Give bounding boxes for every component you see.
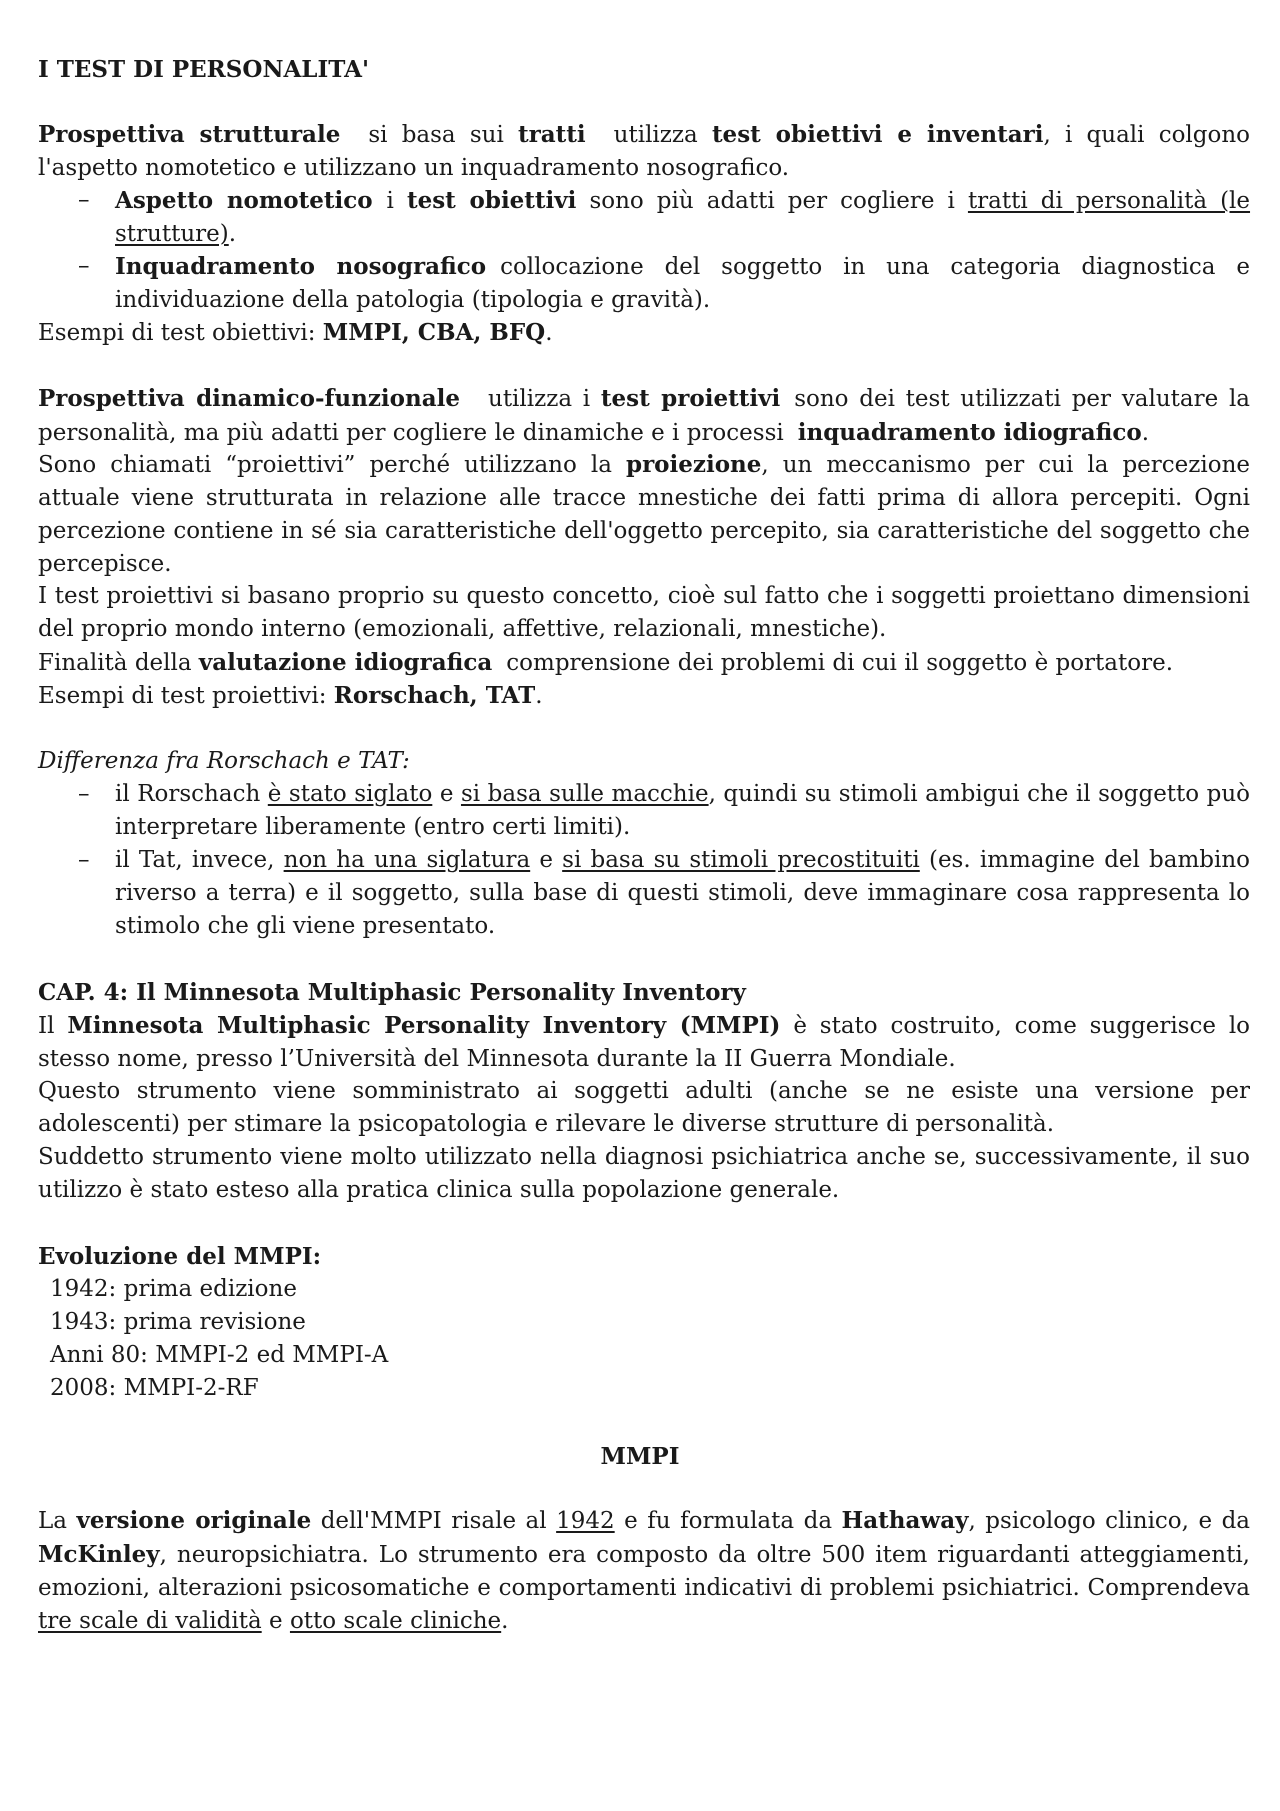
bullet-dash <box>78 844 100 877</box>
bullet-dash <box>78 250 100 283</box>
esempi-test-obiettivi: Esempi di test obiettivi: MMPI, CBA, BFQ. <box>38 319 553 346</box>
bullet-dash <box>78 184 100 217</box>
paragraph-test-proiettivi: I test proiettivi si basano proprio su questo concetto, cioè sul fatto che i soggetti proiettano dimensioni del proprio mondo interno (emozionali, affettive, relazionali, mnestiche). <box>38 583 1250 642</box>
bullet-tat: il Tat, invece, non ha una siglatura e si basa su stimoli precostituiti (es. immagine del bambino riverso a terra) e il soggetto, sulla base di questi stimoli, deve immaginare cosa rappresenta lo stimolo che gli viene presentato. <box>115 847 1251 939</box>
paragraph-proiezione: Sono chiamati “proiettivi” perché utilizzano la proiezione, un meccanismo per cui la percezione attuale viene strutturata in relazione alle tracce mnestiche dei fatti prima di allora percepiti. Ogni percezione contiene in sé sia caratteristiche dell'oggetto percepito, sia caratteristiche del soggetto che percepisce. <box>38 451 1251 577</box>
paragraph-mmpi-intro: Il Minnesota Multiphasic Personality Inventory (MMPI) è stato costruito, come suggerisce lo stesso nome, presso l’Università del Minnesota durante la II Guerra Mondiale. <box>38 1012 1251 1072</box>
heading-dinamico: Prospettiva dinamico-funzionale <box>38 385 460 412</box>
evoluzione-item: 2008: MMPI-2-RF <box>50 1375 259 1401</box>
paragraph-versione-originale: La versione originale dell'MMPI risale al 1942 e fu formulata da Hathaway, psicologo clinico, e da McKinley, neuropsichiatra. Lo strumento era composto da oltre 500 item riguardanti atteggiamenti, emozioni, alterazioni psicosomatiche e comportamenti indicativi di problemi psichiatrici. Comprendeva tre scale di validità e otto scale cliniche. <box>38 1507 1251 1634</box>
bullet-aspetto-nomotetico: Aspetto nomotetico i test obiettivi sono più adatti per cogliere i tratti di personalità (le strutture). <box>115 187 1251 247</box>
heading-strutturale: Prospettiva strutturale <box>38 121 341 148</box>
bullet-inquadramento-nosografico: Inquadramento nosografico collocazione del soggetto in una categoria diagnostica e individuazione della patologia (tipologia e gravità). <box>115 253 1251 313</box>
finalita-valutazione: Finalità della valutazione idiografica comprensione dei problemi di cui il soggetto è portatore. <box>38 649 1174 676</box>
heading-cap4: CAP. 4: Il Minnesota Multiphasic Personality Inventory <box>38 979 746 1006</box>
evoluzione-item: Anni 80: MMPI-2 ed MMPI-A <box>50 1342 389 1368</box>
paragraph-mmpi-somministrazione: Questo strumento viene somministrato ai soggetti adulti (anche se ne esiste una versione per adolescenti) per stimare la psicopatologia e rilevare le diverse strutture di personalità. <box>38 1078 1250 1137</box>
bullet-dash <box>78 778 100 811</box>
evoluzione-item: 1942: prima edizione <box>50 1276 297 1302</box>
paragraph-strutturale: Prospettiva strutturale si basa sui tratti utilizza test obiettivi e inventari, i quali colgono l'aspetto nomotetico e utilizzano un inquadramento nosografico. <box>38 121 1251 181</box>
title-text: I TEST DI PERSONALITA' <box>38 56 369 83</box>
paragraph-mmpi-diagnosi: Suddetto strumento viene molto utilizzato nella diagnosi psichiatrica anche se, successivamente, il suo utilizzo è stato esteso alla pratica clinica sulla popolazione generale. <box>38 1144 1250 1203</box>
paragraph-dinamico: Prospettiva dinamico-funzionale utilizza i test proiettivi sono dei test utilizzati per valutare la personalità, ma più adatti per cogliere le dinamiche e i processi inquadramento idiografico. <box>38 385 1251 446</box>
heading-differenza: Differenza fra Rorschach e TAT: <box>38 748 410 774</box>
bullet-rorschach: il Rorschach è stato siglato e si basa sulle macchie, quindi su stimoli ambigui che il soggetto può interpretare liberamente (entro certi limiti). <box>115 781 1251 840</box>
esempi-test-proiettivi: Esempi di test proiettivi: Rorschach, TAT. <box>38 682 543 709</box>
heading-mmpi: MMPI <box>600 1443 680 1470</box>
document-title <box>38 53 1250 86</box>
evoluzione-item: 1943: prima revisione <box>50 1309 306 1335</box>
heading-evoluzione: Evoluzione del MMPI: <box>38 1243 322 1270</box>
